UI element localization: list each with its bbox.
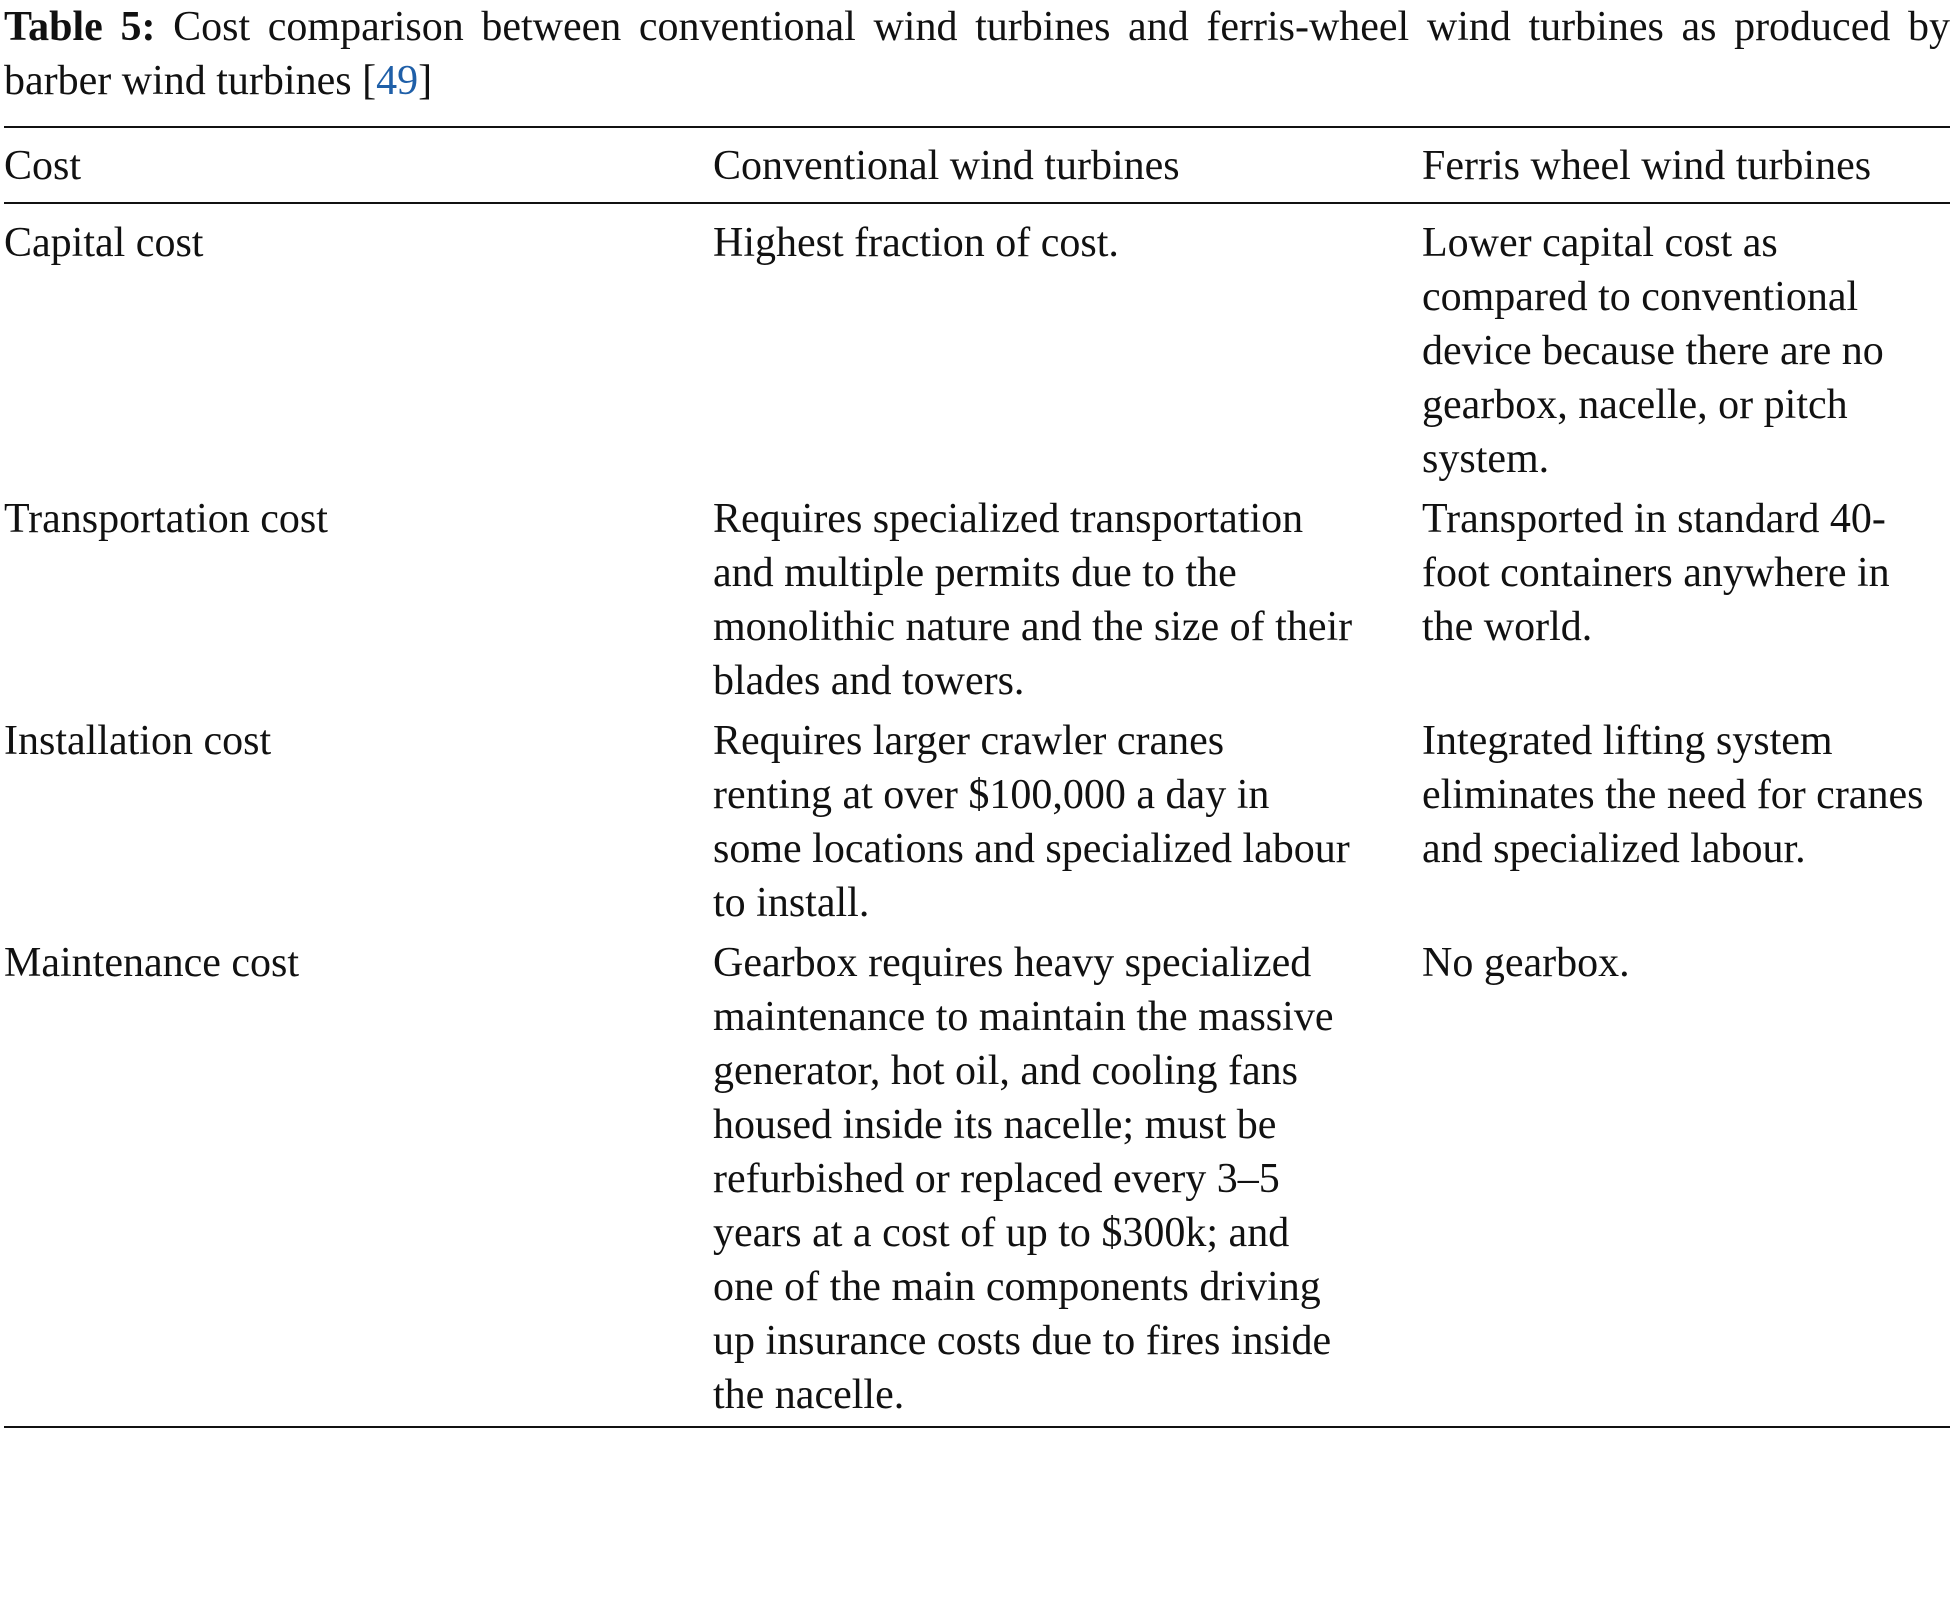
table-row: [4, 492, 1950, 714]
table-row: [4, 203, 1950, 492]
row-ferris-cell: [1422, 936, 1950, 1427]
row-ferris-cell: [1422, 492, 1950, 714]
row-conventional-text: Requires specialized transportation and multiple permits due to the monolithic nature and the size of their blades and towers.: [713, 496, 1353, 704]
row-conventional-cell: [713, 714, 1422, 936]
row-cost-label: Maintenance cost: [4, 940, 300, 986]
table-row: [4, 714, 1950, 936]
row-conventional-text: Gearbox requires heavy specialized maintenance to maintain the massive generator, hot oil, and cooling fans housed inside its nacelle; must be refurbished or replaced every 3–5 years at a cost of up to $300k; and one of the main components driving up insurance costs due to fires inside the nacelle.: [713, 940, 1334, 1418]
row-ferris-text: Integrated lifting system eliminates the need for cranes and specialized labour.: [1422, 718, 1924, 872]
row-conventional-text: Requires larger crawler cranes renting at over $100,000 a day in some locations and specialized labour to install.: [713, 718, 1350, 926]
row-ferris-cell: [1422, 203, 1950, 492]
row-conventional-cell: [713, 203, 1422, 492]
cost-comparison-table: [4, 126, 1950, 1428]
row-conventional-cell: [713, 936, 1422, 1427]
table-caption-text-end: ]: [418, 58, 433, 104]
row-ferris-text: Lower capital cost as compared to conventional device because there are no gearbox, nacelle, or pitch system.: [1422, 220, 1884, 482]
table-caption-label: Table 5:: [4, 4, 156, 50]
table-header-row: [4, 127, 1950, 203]
header-conventional: Conventional wind turbines: [713, 143, 1180, 189]
header-cost: Cost: [4, 143, 82, 189]
header-ferris: Ferris wheel wind turbines: [1422, 143, 1872, 189]
citation-link[interactable]: 49: [376, 58, 419, 104]
row-ferris-cell: [1422, 714, 1950, 936]
table-caption: [4, 0, 1950, 108]
row-cost-label: Transportation cost: [4, 496, 328, 542]
document-page: [4, 0, 1950, 1418]
row-conventional-text: Highest fraction of cost.: [713, 220, 1119, 266]
table-row: [4, 936, 1950, 1427]
row-ferris-text: No gearbox.: [1422, 940, 1630, 986]
row-cost-label: Capital cost: [4, 220, 204, 266]
row-conventional-cell: [713, 492, 1422, 714]
table-caption-text: Cost comparison between conventional wind turbines and ferris-wheel wind turbines as produced by barber wind turbines [: [4, 4, 1950, 104]
row-ferris-text: Transported in standard 40-foot containers anywhere in the world.: [1422, 496, 1890, 650]
row-cost-label: Installation cost: [4, 718, 272, 764]
